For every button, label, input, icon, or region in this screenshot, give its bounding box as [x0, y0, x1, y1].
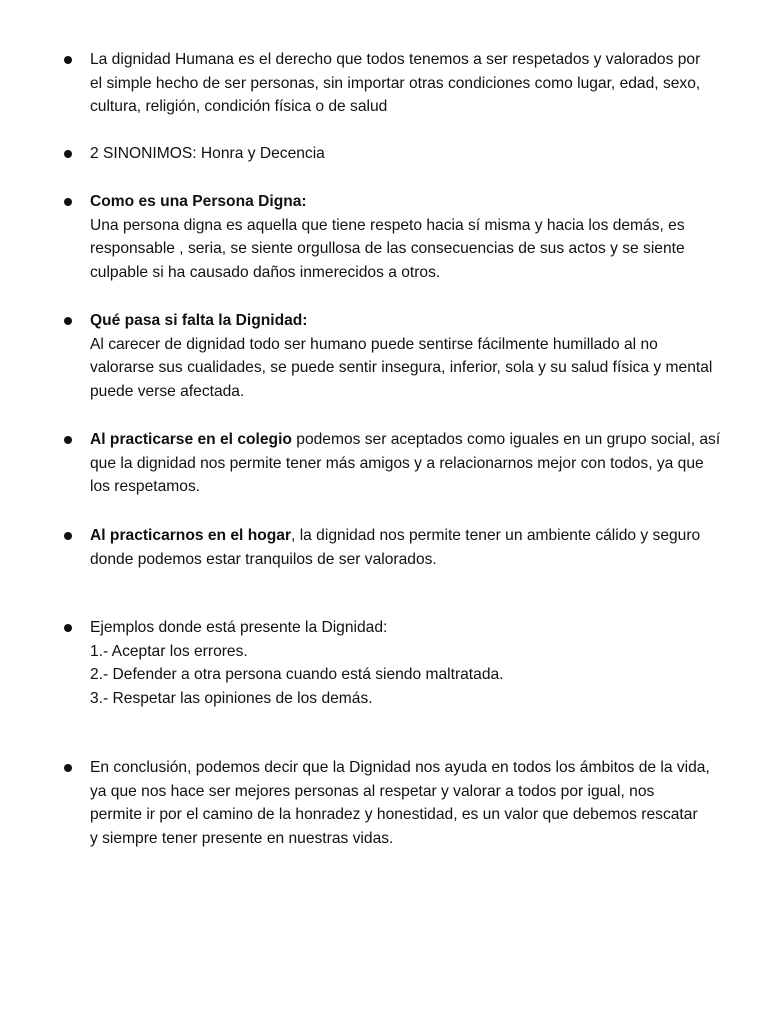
bullet-icon: [64, 198, 72, 206]
text-line: ya que nos hace ser mejores personas al respetar y valorar a todos por igual, nos: [90, 782, 655, 800]
text-line: permite ir por el camino de la honradez y honestidad, es un valor que debemos rescatar: [90, 806, 698, 824]
text-line: En conclusión, podemos decir que la Dignidad nos ayuda en todos los ámbitos de la vida,: [90, 759, 710, 776]
text-span: podemos ser aceptados como iguales en un grupo social, así: [291, 431, 721, 448]
text-line: Al carecer de dignidad todo ser humano puede sentirse fácilmente humillado al no: [90, 335, 658, 353]
text-line: puede verse afectada.: [90, 382, 245, 400]
text-line: valorarse sus cualidades, se puede sentir insegura, inferior, sola y su salud física y mental: [90, 359, 713, 377]
text-line: 3.- Respetar las opiniones de los demás.: [90, 689, 373, 707]
text-line: culpable si ha causado daños inmerecidos a otros.: [90, 263, 441, 281]
bullet-icon: [64, 624, 72, 632]
list-item-synonyms: [90, 142, 740, 166]
list-item-examples: [90, 616, 740, 710]
list-item-home: [90, 524, 740, 571]
text-line: que la dignidad nos permite tener más amigos y a relacionarnos mejor con todos, ya que: [90, 454, 704, 472]
text-line: Una persona digna es aquella que tiene respeto hacia sí misma y hacia los demás, es: [90, 216, 685, 234]
list-item-dignified-person: [90, 190, 740, 284]
bullet-icon: [64, 150, 72, 158]
list-item-school: [90, 428, 740, 499]
list-item-conclusion: [90, 756, 740, 850]
list-item-definition: [90, 48, 740, 119]
bullet-icon: [64, 317, 72, 325]
text-line: 1.- Aceptar los errores.: [90, 642, 248, 660]
bullet-icon: [64, 56, 72, 64]
text-line: Ejemplos donde está presente la Dignidad:: [90, 619, 388, 636]
text-line: el simple hecho de ser personas, sin importar otras condiciones como lugar, edad, sexo,: [90, 74, 701, 92]
text-line: los respetamos.: [90, 478, 201, 496]
text-line: cultura, religión, condición física o de salud: [90, 98, 388, 116]
bullet-icon: [64, 436, 72, 444]
bullet-icon: [64, 764, 72, 772]
text-line: 2 SINONIMOS: Honra y Decencia: [90, 145, 325, 162]
text-line: 2.- Defender a otra persona cuando está siendo maltratada.: [90, 666, 504, 684]
text-line: La dignidad Humana es el derecho que todos tenemos a ser respetados y valorados por: [90, 51, 701, 68]
item-bold-lead: Al practicarse en el colegio: [90, 431, 292, 448]
item-heading: Qué pasa si falta la Dignidad:: [90, 312, 308, 329]
bullet-icon: [64, 532, 72, 540]
list-item-lack-of-dignity: [90, 309, 740, 403]
item-heading: Como es una Persona Digna:: [90, 193, 307, 210]
item-bold-lead: Al practicarnos en el hogar: [90, 527, 292, 544]
text-span: , la dignidad nos permite tener un ambiente cálido y seguro: [291, 527, 701, 544]
text-line: y siempre tener presente en nuestras vidas.: [90, 829, 394, 847]
text-line: donde podemos estar tranquilos de ser valorados.: [90, 550, 437, 568]
text-line: responsable , seria, se siente orgullosa de las consecuencias de sus actos y se siente: [90, 240, 685, 258]
